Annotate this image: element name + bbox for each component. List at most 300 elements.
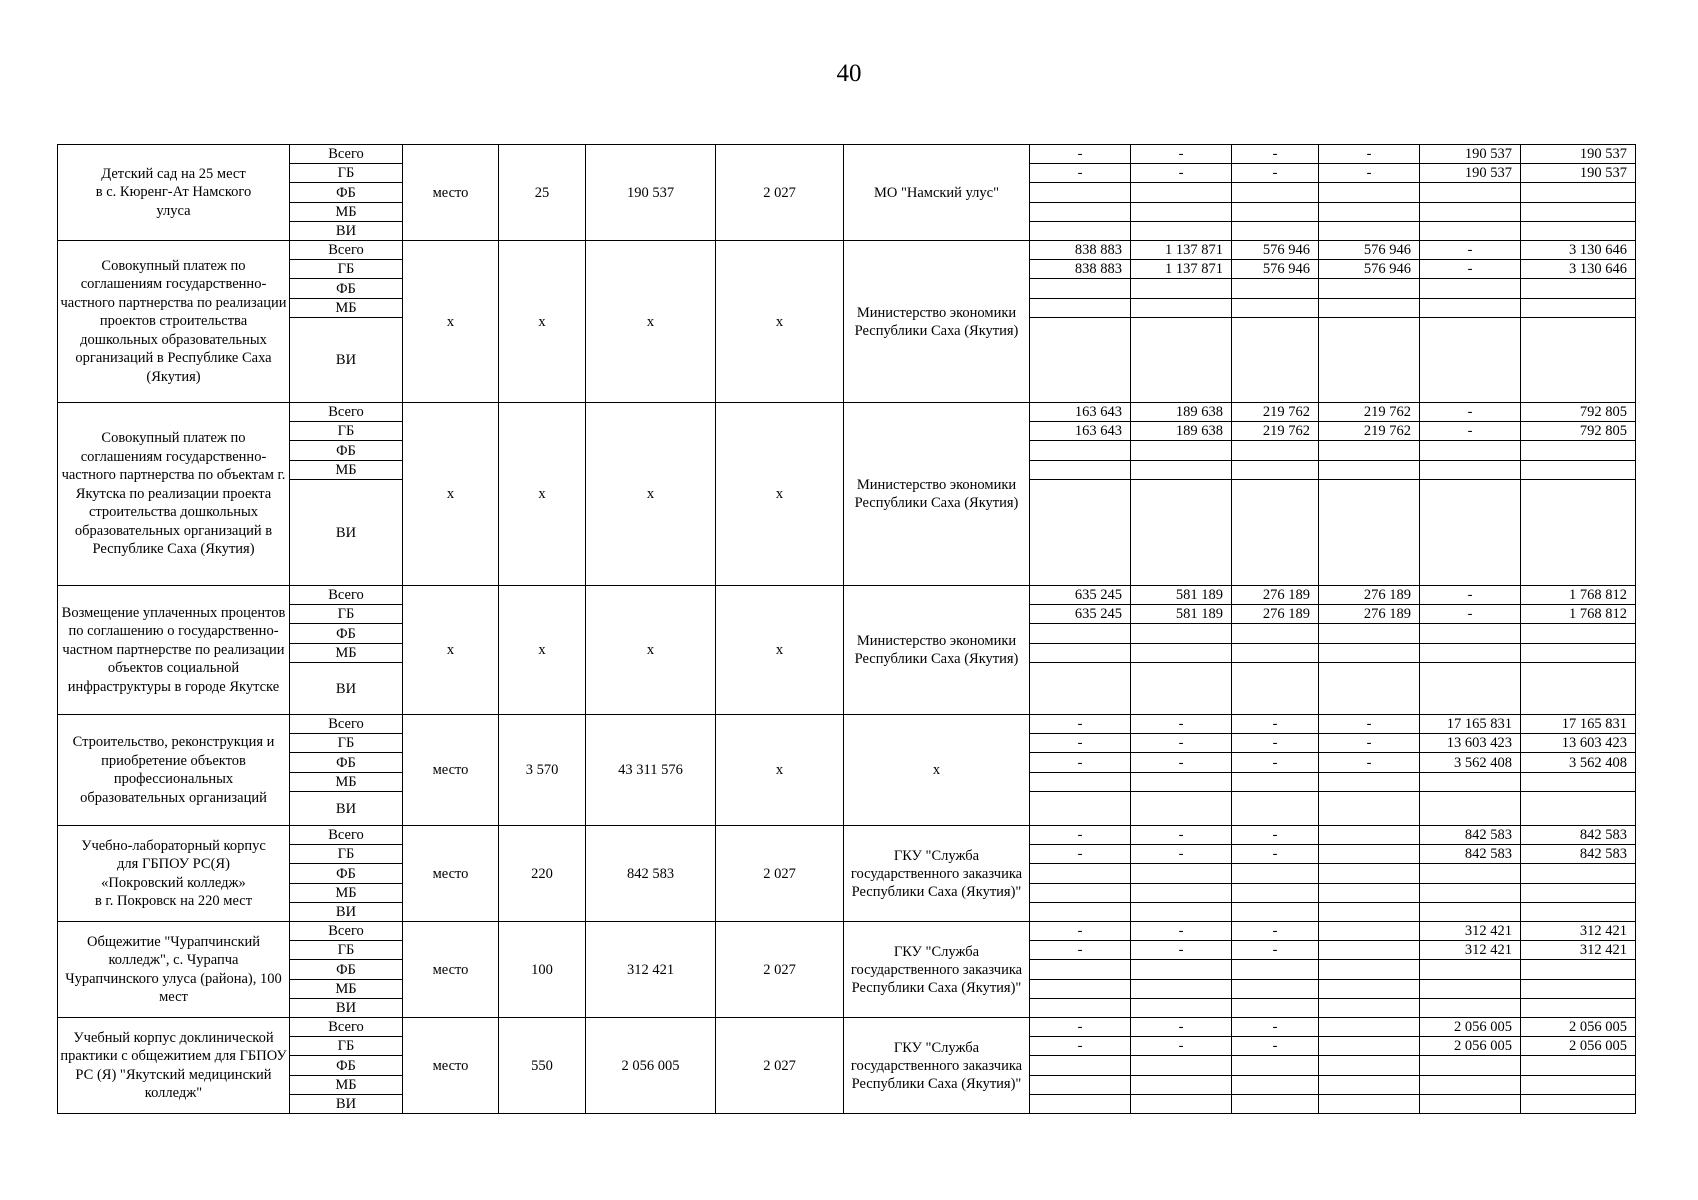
capacity-cell: 25 [499,145,586,241]
amount-cell: 219 762 [1232,422,1319,441]
amount-cell [1319,864,1420,884]
amount-cell [1030,203,1131,222]
funding-source: МБ [290,980,403,999]
amount-cell [1521,279,1636,299]
amount-cell [1521,203,1636,222]
amount-cell: 3 130 646 [1521,241,1636,260]
cost-cell: 312 421 [586,922,716,1018]
funding-source: Всего [290,826,403,845]
amount-cell [1131,903,1232,922]
funding-source: ВИ [290,222,403,241]
amount-cell [1319,1095,1420,1114]
amount-cell: 3 562 408 [1420,753,1521,773]
amount-cell [1232,663,1319,715]
amount-cell [1420,1095,1521,1114]
capacity-cell: х [499,241,586,403]
table-row [58,715,1636,734]
amount-cell: - [1131,1018,1232,1037]
amount-cell [1030,1056,1131,1076]
amount-cell [1521,624,1636,644]
cost-cell: 2 056 005 [586,1018,716,1114]
responsible-cell: МО "Намский улус" [844,145,1030,241]
cost-cell: х [586,403,716,586]
amount-cell: 842 583 [1521,845,1636,864]
amount-cell [1420,1076,1521,1095]
funding-source: ГБ [290,164,403,183]
amount-cell [1030,279,1131,299]
project-name: Строительство, реконструкция и приобретение объектов профессиональных образовательных организаций [58,715,290,826]
funding-source: ГБ [290,605,403,624]
amount-cell: 635 245 [1030,605,1131,624]
amount-cell: - [1131,734,1232,753]
amount-cell [1521,980,1636,999]
amount-cell [1420,663,1521,715]
amount-cell: 190 537 [1521,164,1636,183]
amount-cell [1521,884,1636,903]
amount-cell: 576 946 [1232,260,1319,279]
amount-cell [1420,644,1521,663]
amount-cell [1232,980,1319,999]
amount-cell [1030,461,1131,480]
year-cell: х [716,715,844,826]
amount-cell [1030,299,1131,318]
unit-cell: х [403,241,499,403]
amount-cell [1131,624,1232,644]
funding-source: Всего [290,241,403,260]
funding-source: МБ [290,884,403,903]
amount-cell [1030,903,1131,922]
amount-cell [1319,941,1420,960]
amount-cell [1319,480,1420,586]
amount-cell: - [1420,422,1521,441]
capacity-cell: х [499,586,586,715]
amount-cell [1319,884,1420,903]
amount-cell [1420,773,1521,792]
project-name: Детский сад на 25 мест в с. Кюренг-Ат Намского улуса [58,145,290,241]
amount-cell [1420,960,1521,980]
amount-cell: 219 762 [1319,403,1420,422]
amount-cell [1521,183,1636,203]
funding-source: Всего [290,715,403,734]
amount-cell [1420,441,1521,461]
amount-cell [1030,222,1131,241]
amount-cell: - [1030,826,1131,845]
amount-cell [1131,1095,1232,1114]
amount-cell [1521,1095,1636,1114]
amount-cell: - [1232,715,1319,734]
unit-cell: х [403,403,499,586]
financing-table [57,144,1636,1114]
amount-cell [1521,441,1636,461]
amount-cell [1420,318,1521,403]
amount-cell [1232,624,1319,644]
page-number: 40 [836,60,862,87]
amount-cell: - [1131,145,1232,164]
amount-cell: - [1030,145,1131,164]
amount-cell [1319,1076,1420,1095]
amount-cell: 17 165 831 [1521,715,1636,734]
amount-cell: 3 562 408 [1521,753,1636,773]
year-cell: 2 027 [716,145,844,241]
responsible-cell: ГКУ "Служба государственного заказчика Республики Саха (Якутия)" [844,922,1030,1018]
table-row [58,826,1636,845]
table-row [58,145,1636,164]
amount-cell [1030,960,1131,980]
amount-cell [1131,1076,1232,1095]
amount-cell: 276 189 [1232,586,1319,605]
responsible-cell: Министерство экономики Республики Саха (Якутия) [844,241,1030,403]
amount-cell [1232,644,1319,663]
amount-cell: - [1420,241,1521,260]
amount-cell: 2 056 005 [1521,1037,1636,1056]
amount-cell [1319,222,1420,241]
amount-cell [1319,441,1420,461]
amount-cell: - [1319,715,1420,734]
amount-cell [1131,461,1232,480]
amount-cell: - [1030,734,1131,753]
amount-cell [1232,203,1319,222]
funding-source: ВИ [290,792,403,826]
amount-cell [1030,663,1131,715]
amount-cell: 1 768 812 [1521,586,1636,605]
amount-cell [1420,480,1521,586]
amount-cell [1319,773,1420,792]
amount-cell: - [1319,753,1420,773]
responsible-cell: х [844,715,1030,826]
capacity-cell: 100 [499,922,586,1018]
unit-cell: место [403,1018,499,1114]
amount-cell: - [1232,1037,1319,1056]
amount-cell [1420,864,1521,884]
amount-cell [1521,644,1636,663]
amount-cell [1420,203,1521,222]
amount-cell: 163 643 [1030,403,1131,422]
project-name: Учебно-лабораторный корпус для ГБПОУ РС(Я) «Покровский колледж» в г. Покровск на 220 мест [58,826,290,922]
project-name: Возмещение уплаченных процентов по соглашению о государственно-частном партнерстве по реализации объектов социальной инфраструктуры в городе Якутске [58,586,290,715]
amount-cell: - [1030,941,1131,960]
amount-cell [1131,792,1232,826]
amount-cell [1521,960,1636,980]
amount-cell [1131,980,1232,999]
amount-cell: - [1232,922,1319,941]
amount-cell [1232,222,1319,241]
amount-cell [1232,441,1319,461]
amount-cell [1521,864,1636,884]
responsible-cell: Министерство экономики Республики Саха (Якутия) [844,586,1030,715]
amount-cell [1131,318,1232,403]
amount-cell [1420,1056,1521,1076]
amount-cell: 1 137 871 [1131,241,1232,260]
funding-source: ФБ [290,753,403,773]
amount-cell [1030,999,1131,1018]
amount-cell [1319,624,1420,644]
amount-cell [1232,480,1319,586]
amount-cell [1420,279,1521,299]
funding-source: ГБ [290,260,403,279]
project-name: Совокупный платеж по соглашениям государственно-частного партнерства по реализации проектов строительства дошкольных образовательных организаций в Республике Саха (Якутия) [58,241,290,403]
amount-cell [1030,441,1131,461]
amount-cell: - [1420,586,1521,605]
project-name: Учебный корпус доклинической практики с общежитием для ГБПОУ РС (Я) "Якутский медицинский колледж" [58,1018,290,1114]
cost-cell: х [586,586,716,715]
amount-cell [1521,663,1636,715]
funding-source: ГБ [290,941,403,960]
year-cell: 2 027 [716,1018,844,1114]
amount-cell: 219 762 [1232,403,1319,422]
amount-cell [1319,318,1420,403]
amount-cell [1232,960,1319,980]
amount-cell [1232,903,1319,922]
amount-cell [1319,461,1420,480]
cost-cell: 190 537 [586,145,716,241]
funding-source: МБ [290,299,403,318]
amount-cell [1521,222,1636,241]
amount-cell [1319,644,1420,663]
amount-cell: 3 130 646 [1521,260,1636,279]
amount-cell [1319,792,1420,826]
amount-cell [1030,884,1131,903]
amount-cell: 276 189 [1319,605,1420,624]
amount-cell [1030,864,1131,884]
amount-cell [1030,644,1131,663]
amount-cell: - [1232,734,1319,753]
amount-cell: - [1420,605,1521,624]
amount-cell: - [1232,145,1319,164]
funding-source: Всего [290,403,403,422]
amount-cell [1319,663,1420,715]
funding-source: Всего [290,586,403,605]
funding-source: ВИ [290,999,403,1018]
responsible-cell: ГКУ "Служба государственного заказчика Республики Саха (Якутия)" [844,1018,1030,1114]
funding-source: ГБ [290,422,403,441]
funding-source: ФБ [290,864,403,884]
year-cell: х [716,403,844,586]
funding-source: Всего [290,145,403,164]
funding-source: МБ [290,773,403,792]
funding-source: ФБ [290,960,403,980]
amount-cell [1030,480,1131,586]
amount-cell: - [1131,753,1232,773]
funding-source: ВИ [290,480,403,586]
amount-cell: - [1131,826,1232,845]
amount-cell [1521,461,1636,480]
amount-cell: - [1232,941,1319,960]
amount-cell [1030,773,1131,792]
amount-cell [1420,980,1521,999]
funding-source: ВИ [290,318,403,403]
amount-cell [1521,1056,1636,1076]
amount-cell [1131,1056,1232,1076]
amount-cell: 792 805 [1521,422,1636,441]
amount-cell [1131,203,1232,222]
amount-cell [1232,183,1319,203]
amount-cell: 312 421 [1521,922,1636,941]
amount-cell [1232,318,1319,403]
amount-cell: 576 946 [1232,241,1319,260]
table-row [58,586,1636,605]
unit-cell: х [403,586,499,715]
amount-cell [1131,441,1232,461]
amount-cell [1420,461,1521,480]
amount-cell [1232,279,1319,299]
funding-source: ФБ [290,1056,403,1076]
amount-cell [1420,999,1521,1018]
amount-cell: 312 421 [1420,941,1521,960]
amount-cell: 581 189 [1131,586,1232,605]
table-row [58,403,1636,422]
funding-source: МБ [290,461,403,480]
amount-cell: - [1232,845,1319,864]
amount-cell: 842 583 [1521,826,1636,845]
unit-cell: место [403,715,499,826]
amount-cell: 312 421 [1420,922,1521,941]
amount-cell [1319,903,1420,922]
amount-cell [1420,299,1521,318]
amount-cell [1232,864,1319,884]
amount-cell: 189 638 [1131,403,1232,422]
amount-cell [1131,773,1232,792]
amount-cell [1232,773,1319,792]
amount-cell [1319,279,1420,299]
amount-cell: - [1131,845,1232,864]
amount-cell [1420,624,1521,644]
amount-cell: 276 189 [1232,605,1319,624]
amount-cell: - [1030,1037,1131,1056]
amount-cell [1131,644,1232,663]
amount-cell: 842 583 [1420,826,1521,845]
amount-cell: 2 056 005 [1521,1018,1636,1037]
amount-cell: 842 583 [1420,845,1521,864]
amount-cell [1131,999,1232,1018]
amount-cell: 219 762 [1319,422,1420,441]
amount-cell: 838 883 [1030,260,1131,279]
amount-cell [1319,826,1420,845]
amount-cell [1232,1095,1319,1114]
amount-cell: 190 537 [1521,145,1636,164]
amount-cell: - [1030,715,1131,734]
funding-source: ВИ [290,903,403,922]
amount-cell [1131,663,1232,715]
capacity-cell: 220 [499,826,586,922]
amount-cell: - [1232,1018,1319,1037]
amount-cell [1030,1076,1131,1095]
amount-cell: 17 165 831 [1420,715,1521,734]
amount-cell: 2 056 005 [1420,1018,1521,1037]
amount-cell [1030,1095,1131,1114]
amount-cell [1420,183,1521,203]
funding-source: ВИ [290,663,403,715]
project-name: Совокупный платеж по соглашениям государственно-частного партнерства по объектам г. Якутска по реализации проекта строительства дошкольных образовательных организаций в Республике Саха (Якутия) [58,403,290,586]
amount-cell [1521,299,1636,318]
amount-cell: 792 805 [1521,403,1636,422]
responsible-cell: Министерство экономики Республики Саха (Якутия) [844,403,1030,586]
amount-cell [1131,222,1232,241]
cost-cell: 842 583 [586,826,716,922]
responsible-cell: ГКУ "Служба государственного заказчика Республики Саха (Якутия)" [844,826,1030,922]
amount-cell [1319,203,1420,222]
funding-source: ФБ [290,441,403,461]
amount-cell [1232,999,1319,1018]
amount-cell: 190 537 [1420,164,1521,183]
amount-cell [1319,922,1420,941]
funding-source: ГБ [290,1037,403,1056]
amount-cell: 576 946 [1319,260,1420,279]
amount-cell: 1 137 871 [1131,260,1232,279]
amount-cell: - [1131,922,1232,941]
amount-cell: 2 056 005 [1420,1037,1521,1056]
amount-cell: - [1420,403,1521,422]
amount-cell [1131,183,1232,203]
funding-source: ФБ [290,624,403,644]
amount-cell [1521,1076,1636,1095]
funding-source: ФБ [290,279,403,299]
amount-cell [1521,773,1636,792]
amount-cell: - [1131,1037,1232,1056]
funding-source: Всего [290,1018,403,1037]
amount-cell: 190 537 [1420,145,1521,164]
cost-cell: х [586,241,716,403]
amount-cell [1030,183,1131,203]
year-cell: х [716,586,844,715]
amount-cell [1232,1076,1319,1095]
year-cell: 2 027 [716,922,844,1018]
year-cell: 2 027 [716,826,844,922]
amount-cell [1232,299,1319,318]
amount-cell: 13 603 423 [1420,734,1521,753]
amount-cell [1131,299,1232,318]
funding-source: ФБ [290,183,403,203]
amount-cell: - [1232,826,1319,845]
capacity-cell: х [499,403,586,586]
amount-cell [1319,1037,1420,1056]
amount-cell [1319,999,1420,1018]
amount-cell [1232,792,1319,826]
amount-cell [1420,222,1521,241]
amount-cell: 276 189 [1319,586,1420,605]
amount-cell: 189 638 [1131,422,1232,441]
amount-cell: - [1030,164,1131,183]
amount-cell: - [1319,164,1420,183]
amount-cell [1030,980,1131,999]
funding-source: ВИ [290,1095,403,1114]
amount-cell [1030,318,1131,403]
table-row [58,922,1636,941]
amount-cell: 1 768 812 [1521,605,1636,624]
amount-cell [1319,1018,1420,1037]
amount-cell: - [1030,753,1131,773]
amount-cell: 576 946 [1319,241,1420,260]
funding-source: ГБ [290,734,403,753]
funding-source: МБ [290,203,403,222]
amount-cell [1232,1056,1319,1076]
amount-cell [1319,299,1420,318]
amount-cell [1319,980,1420,999]
amount-cell [1319,1056,1420,1076]
amount-cell [1131,279,1232,299]
amount-cell [1319,960,1420,980]
project-name: Общежитие "Чурапчинский колледж", с. Чурапча Чурапчинского улуса (района), 100 мест [58,922,290,1018]
amount-cell: - [1319,145,1420,164]
amount-cell: - [1030,922,1131,941]
amount-cell: - [1319,734,1420,753]
amount-cell [1420,903,1521,922]
amount-cell: - [1232,753,1319,773]
amount-cell [1030,792,1131,826]
amount-cell: 581 189 [1131,605,1232,624]
capacity-cell: 3 570 [499,715,586,826]
amount-cell: - [1131,164,1232,183]
amount-cell [1131,960,1232,980]
